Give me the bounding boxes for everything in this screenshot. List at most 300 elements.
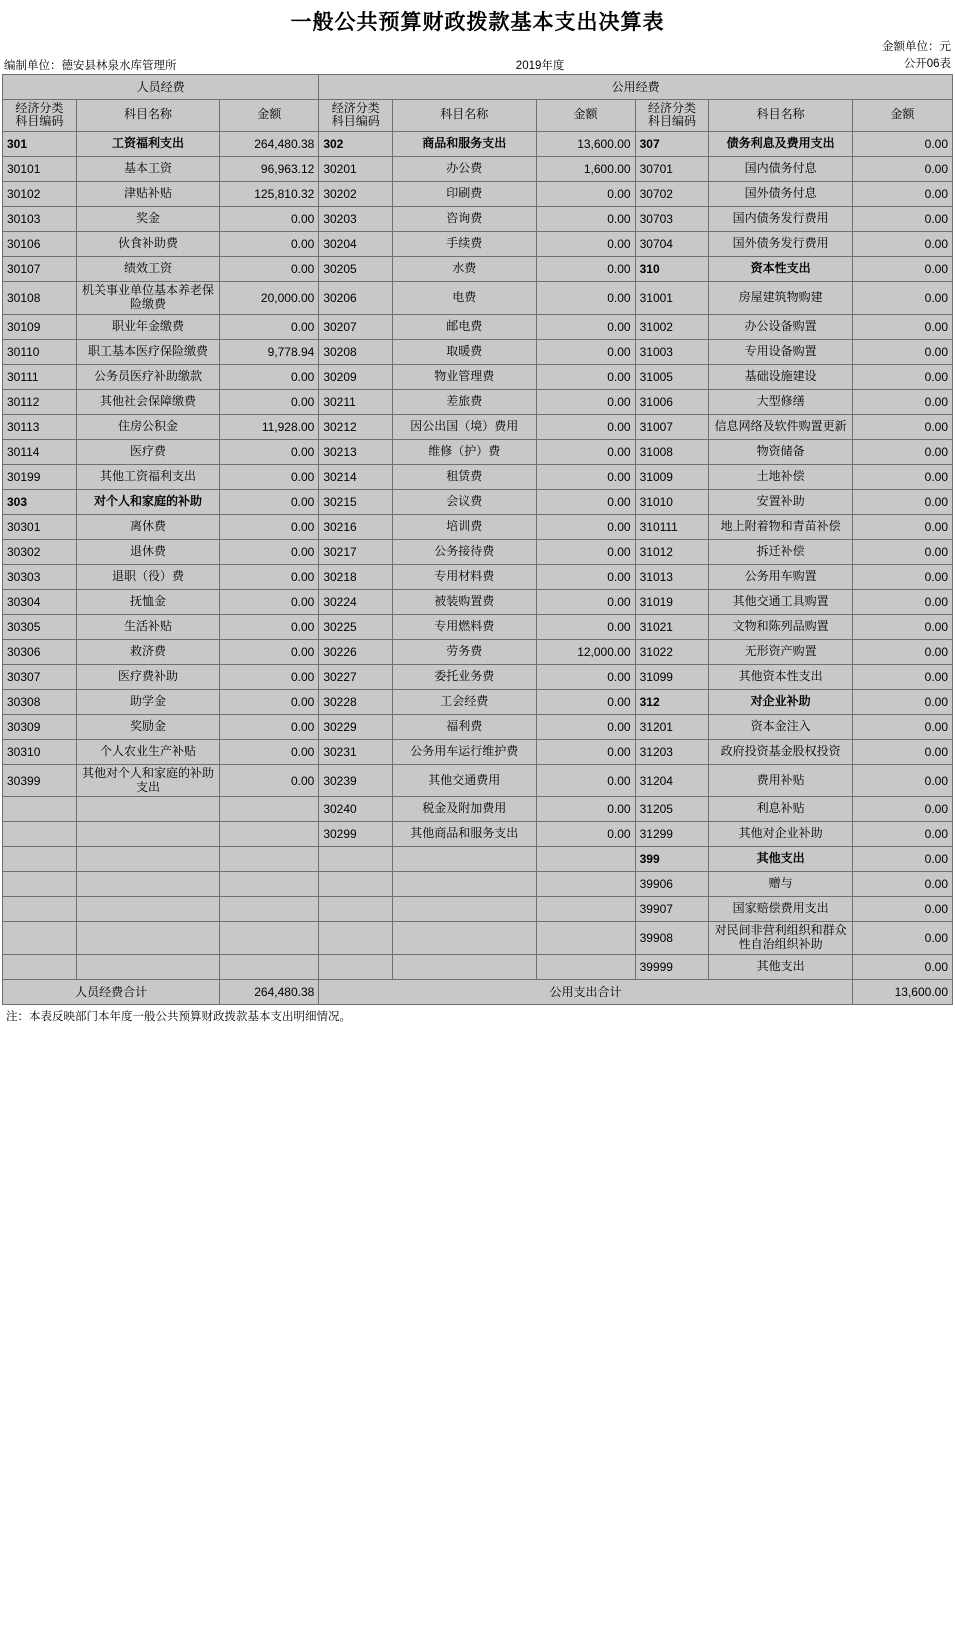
cell-code-public-a: 30218 — [319, 564, 393, 589]
cell-amount-public-a — [536, 847, 635, 872]
cell-code-public-b: 31204 — [635, 764, 709, 797]
cell-amount-public-a: 0.00 — [536, 664, 635, 689]
cell-name-public-a — [393, 872, 536, 897]
cell-code-public-b: 31003 — [635, 339, 709, 364]
cell-name-personnel — [76, 897, 219, 922]
cell-amount-personnel: 11,928.00 — [220, 414, 319, 439]
cell-name-personnel: 机关事业单位基本养老保险缴费 — [76, 282, 219, 315]
cell-code-public-a: 30224 — [319, 589, 393, 614]
cell-code-public-a: 30206 — [319, 282, 393, 315]
cell-amount-public-a: 1,600.00 — [536, 157, 635, 182]
cell-name-personnel — [76, 922, 219, 955]
cell-code-public-a: 30202 — [319, 182, 393, 207]
cell-name-public-a: 办公费 — [393, 157, 536, 182]
cell-code-public-b: 30701 — [635, 157, 709, 182]
cell-name-personnel: 医疗费 — [76, 439, 219, 464]
cell-name-personnel: 工资福利支出 — [76, 132, 219, 157]
cell-code-public-a: 30212 — [319, 414, 393, 439]
cell-amount-personnel: 20,000.00 — [220, 282, 319, 315]
cell-name-public-a: 商品和服务支出 — [393, 132, 536, 157]
cell-name-personnel: 救济费 — [76, 639, 219, 664]
cell-name-public-b: 国内债务发行费用 — [709, 207, 852, 232]
cell-amount-public-a: 0.00 — [536, 797, 635, 822]
header-name-2: 科目名称 — [393, 99, 536, 132]
cell-amount-public-b: 0.00 — [852, 822, 952, 847]
cell-name-public-a — [393, 897, 536, 922]
cell-name-personnel: 退职（役）费 — [76, 564, 219, 589]
cell-name-public-a: 委托业务费 — [393, 664, 536, 689]
table-row — [3, 182, 953, 207]
cell-name-personnel: 个人农业生产补贴 — [76, 739, 219, 764]
cell-amount-personnel: 0.00 — [220, 489, 319, 514]
cell-code-public-a: 30229 — [319, 714, 393, 739]
cell-code-personnel: 30307 — [3, 664, 77, 689]
cell-code-public-a: 30205 — [319, 257, 393, 282]
cell-name-public-b: 赠与 — [709, 872, 852, 897]
cell-amount-public-a: 0.00 — [536, 689, 635, 714]
cell-amount-public-a — [536, 897, 635, 922]
compile-unit-label: 编制单位：德安县林泉水库管理所 — [4, 59, 177, 72]
cell-code-public-b: 31012 — [635, 539, 709, 564]
cell-amount-public-b: 0.00 — [852, 714, 952, 739]
cell-name-public-a: 租赁费 — [393, 464, 536, 489]
column-header-row — [3, 99, 953, 132]
cell-name-public-a: 水费 — [393, 257, 536, 282]
cell-amount-public-a: 0.00 — [536, 182, 635, 207]
cell-amount-public-b: 0.00 — [852, 589, 952, 614]
cell-code-personnel: 30114 — [3, 439, 77, 464]
public-total-label: 公用支出合计 — [319, 979, 852, 1004]
cell-name-public-a: 税金及附加费用 — [393, 797, 536, 822]
cell-name-personnel: 奖励金 — [76, 714, 219, 739]
cell-code-public-b: 31007 — [635, 414, 709, 439]
table-row — [3, 489, 953, 514]
cell-amount-personnel: 0.00 — [220, 764, 319, 797]
cell-amount-public-b: 0.00 — [852, 389, 952, 414]
cell-amount-public-a: 0.00 — [536, 539, 635, 564]
cell-name-public-a: 工会经费 — [393, 689, 536, 714]
cell-code-public-a: 30214 — [319, 464, 393, 489]
table-body — [3, 132, 953, 980]
cell-amount-public-a: 0.00 — [536, 439, 635, 464]
cell-amount-public-b: 0.00 — [852, 639, 952, 664]
table-row — [3, 689, 953, 714]
cell-amount-personnel: 0.00 — [220, 664, 319, 689]
meta-row-main — [0, 57, 955, 74]
cell-name-personnel: 其他工资福利支出 — [76, 464, 219, 489]
cell-code-public-b: 31099 — [635, 664, 709, 689]
table-row — [3, 954, 953, 979]
cell-code-personnel: 30110 — [3, 339, 77, 364]
cell-name-public-a: 福利费 — [393, 714, 536, 739]
cell-amount-public-a: 0.00 — [536, 257, 635, 282]
cell-amount-public-b: 0.00 — [852, 132, 952, 157]
cell-name-public-b: 国外债务发行费用 — [709, 232, 852, 257]
table-row — [3, 872, 953, 897]
cell-amount-personnel: 0.00 — [220, 739, 319, 764]
cell-name-public-b: 其他交通工具购置 — [709, 589, 852, 614]
cell-amount-personnel: 0.00 — [220, 207, 319, 232]
table-row — [3, 564, 953, 589]
cell-code-public-a: 30209 — [319, 364, 393, 389]
cell-code-personnel: 30309 — [3, 714, 77, 739]
cell-name-public-a: 咨询费 — [393, 207, 536, 232]
cell-amount-personnel: 264,480.38 — [220, 132, 319, 157]
table-row — [3, 514, 953, 539]
table-row — [3, 282, 953, 315]
table-row — [3, 922, 953, 955]
cell-amount-public-a — [536, 922, 635, 955]
cell-name-personnel — [76, 822, 219, 847]
personnel-total-value: 264,480.38 — [220, 979, 319, 1004]
cell-code-personnel: 30310 — [3, 739, 77, 764]
cell-amount-personnel: 0.00 — [220, 389, 319, 414]
cell-amount-public-b: 0.00 — [852, 739, 952, 764]
cell-code-public-b: 31010 — [635, 489, 709, 514]
table-row — [3, 464, 953, 489]
cell-code-personnel: 30302 — [3, 539, 77, 564]
cell-amount-public-b: 0.00 — [852, 564, 952, 589]
cell-amount-public-a: 0.00 — [536, 739, 635, 764]
table-row — [3, 797, 953, 822]
cell-code-personnel: 30109 — [3, 314, 77, 339]
cell-name-public-b: 资本性支出 — [709, 257, 852, 282]
cell-amount-public-b: 0.00 — [852, 414, 952, 439]
cell-amount-public-b: 0.00 — [852, 539, 952, 564]
cell-code-personnel — [3, 922, 77, 955]
cell-name-public-b: 其他支出 — [709, 847, 852, 872]
cell-code-public-a: 30225 — [319, 614, 393, 639]
header-code-line2: 科目编码 — [331, 114, 380, 129]
cell-name-public-a: 劳务费 — [393, 639, 536, 664]
cell-amount-public-b: 0.00 — [852, 257, 952, 282]
cell-amount-public-b: 0.00 — [852, 614, 952, 639]
group-header-row — [3, 74, 953, 99]
cell-code-personnel: 303 — [3, 489, 77, 514]
cell-code-personnel: 30103 — [3, 207, 77, 232]
cell-code-public-b: 30704 — [635, 232, 709, 257]
cell-amount-public-a: 0.00 — [536, 514, 635, 539]
cell-code-personnel — [3, 954, 77, 979]
cell-code-personnel: 30108 — [3, 282, 77, 315]
cell-name-public-b: 对民间非营利组织和群众性自治组织补助 — [709, 922, 852, 955]
table-row — [3, 364, 953, 389]
cell-code-public-a — [319, 922, 393, 955]
cell-amount-public-b: 0.00 — [852, 664, 952, 689]
cell-code-public-b: 31002 — [635, 314, 709, 339]
cell-code-public-a: 30216 — [319, 514, 393, 539]
cell-amount-personnel: 0.00 — [220, 614, 319, 639]
cell-name-public-a: 电费 — [393, 282, 536, 315]
table-row — [3, 614, 953, 639]
cell-amount-public-a — [536, 872, 635, 897]
header-code-line1: 经济分类 — [331, 100, 380, 115]
cell-amount-public-a: 0.00 — [536, 764, 635, 797]
cell-code-public-b: 399 — [635, 847, 709, 872]
cell-name-public-b: 利息补贴 — [709, 797, 852, 822]
cell-amount-public-b: 0.00 — [852, 182, 952, 207]
cell-name-personnel: 基本工资 — [76, 157, 219, 182]
cell-name-personnel: 生活补贴 — [76, 614, 219, 639]
group-personnel: 人员经费 — [3, 74, 319, 99]
cell-code-public-b: 31001 — [635, 282, 709, 315]
cell-name-personnel: 职工基本医疗保险缴费 — [76, 339, 219, 364]
cell-name-personnel: 退休费 — [76, 539, 219, 564]
page-title: 一般公共预算财政拨款基本支出决算表 — [290, 10, 665, 34]
group-public: 公用经费 — [319, 74, 953, 99]
cell-name-public-b: 物资储备 — [709, 439, 852, 464]
table-row — [3, 739, 953, 764]
header-code-line1: 经济分类 — [647, 100, 696, 115]
cell-code-public-b: 31019 — [635, 589, 709, 614]
cell-amount-public-b: 0.00 — [852, 439, 952, 464]
cell-amount-public-a: 0.00 — [536, 614, 635, 639]
cell-amount-public-b: 0.00 — [852, 897, 952, 922]
cell-name-public-b: 土地补偿 — [709, 464, 852, 489]
cell-amount-personnel: 0.00 — [220, 539, 319, 564]
table-row — [3, 664, 953, 689]
cell-code-personnel: 30199 — [3, 464, 77, 489]
cell-amount-public-a: 0.00 — [536, 364, 635, 389]
cell-code-public-a — [319, 872, 393, 897]
header-code-line2: 科目编码 — [15, 114, 64, 129]
table-row — [3, 232, 953, 257]
cell-code-public-b: 31201 — [635, 714, 709, 739]
cell-code-personnel: 301 — [3, 132, 77, 157]
cell-code-public-a: 30201 — [319, 157, 393, 182]
table-row — [3, 414, 953, 439]
cell-code-personnel: 30112 — [3, 389, 77, 414]
cell-name-public-a: 取暖费 — [393, 339, 536, 364]
cell-name-personnel: 绩效工资 — [76, 257, 219, 282]
table-row — [3, 897, 953, 922]
cell-name-public-a — [393, 922, 536, 955]
cell-name-public-a — [393, 954, 536, 979]
cell-code-personnel — [3, 897, 77, 922]
cell-name-public-b: 政府投资基金股权投资 — [709, 739, 852, 764]
cell-name-public-b: 其他资本性支出 — [709, 664, 852, 689]
cell-amount-personnel — [220, 847, 319, 872]
meta-row-top — [0, 40, 955, 57]
cell-name-public-b: 大型修缮 — [709, 389, 852, 414]
cell-code-personnel — [3, 822, 77, 847]
budget-table — [2, 74, 953, 1005]
cell-amount-public-a: 13,600.00 — [536, 132, 635, 157]
cell-code-public-b: 39908 — [635, 922, 709, 955]
cell-code-personnel — [3, 847, 77, 872]
cell-code-public-b: 30703 — [635, 207, 709, 232]
cell-name-public-b: 基础设施建设 — [709, 364, 852, 389]
cell-amount-personnel: 0.00 — [220, 689, 319, 714]
cell-code-public-a: 30207 — [319, 314, 393, 339]
cell-name-public-a: 维修（护）费 — [393, 439, 536, 464]
cell-amount-public-a: 0.00 — [536, 207, 635, 232]
cell-amount-public-a — [536, 954, 635, 979]
cell-name-personnel: 公务员医疗补助缴款 — [76, 364, 219, 389]
cell-name-personnel: 离休费 — [76, 514, 219, 539]
public-total-value: 13,600.00 — [852, 979, 952, 1004]
cell-amount-personnel: 0.00 — [220, 514, 319, 539]
cell-amount-public-b: 0.00 — [852, 364, 952, 389]
header-code-2 — [319, 99, 393, 132]
cell-amount-public-a: 0.00 — [536, 339, 635, 364]
cell-amount-personnel: 125,810.32 — [220, 182, 319, 207]
cell-amount-public-a: 0.00 — [536, 389, 635, 414]
cell-code-public-b: 31021 — [635, 614, 709, 639]
cell-amount-personnel: 0.00 — [220, 257, 319, 282]
cell-name-public-a: 差旅费 — [393, 389, 536, 414]
cell-code-public-a: 302 — [319, 132, 393, 157]
cell-name-public-b: 资本金注入 — [709, 714, 852, 739]
cell-code-public-b: 39907 — [635, 897, 709, 922]
cell-code-public-b: 39999 — [635, 954, 709, 979]
cell-name-public-b: 费用补贴 — [709, 764, 852, 797]
cell-code-public-b: 30702 — [635, 182, 709, 207]
cell-code-public-b: 310 — [635, 257, 709, 282]
cell-name-public-b: 债务利息及费用支出 — [709, 132, 852, 157]
table-row — [3, 714, 953, 739]
header-code-line1: 经济分类 — [15, 100, 64, 115]
cell-code-public-b: 307 — [635, 132, 709, 157]
table-row — [3, 339, 953, 364]
cell-name-public-a — [393, 847, 536, 872]
cell-code-public-b: 31006 — [635, 389, 709, 414]
cell-code-public-b: 39906 — [635, 872, 709, 897]
table-row — [3, 589, 953, 614]
cell-name-personnel — [76, 797, 219, 822]
cell-amount-public-a: 0.00 — [536, 564, 635, 589]
cell-amount-public-b: 0.00 — [852, 314, 952, 339]
cell-amount-public-b: 0.00 — [852, 207, 952, 232]
cell-name-personnel: 抚恤金 — [76, 589, 219, 614]
cell-amount-public-b: 0.00 — [852, 489, 952, 514]
cell-name-public-a: 手续费 — [393, 232, 536, 257]
fiscal-year: 2019年度 — [515, 59, 565, 72]
cell-name-public-b: 其他支出 — [709, 954, 852, 979]
cell-amount-personnel: 0.00 — [220, 464, 319, 489]
cell-name-public-b: 国家赔偿费用支出 — [709, 897, 852, 922]
cell-code-public-a: 30231 — [319, 739, 393, 764]
cell-amount-personnel: 0.00 — [220, 314, 319, 339]
cell-amount-public-b: 0.00 — [852, 514, 952, 539]
table-row — [3, 314, 953, 339]
table-row — [3, 639, 953, 664]
cell-name-public-b: 安置补助 — [709, 489, 852, 514]
header-amount-3: 金额 — [852, 99, 952, 132]
totals-row — [3, 979, 953, 1004]
cell-name-personnel: 其他社会保障缴费 — [76, 389, 219, 414]
cell-name-personnel: 津贴补贴 — [76, 182, 219, 207]
cell-code-public-a: 30203 — [319, 207, 393, 232]
cell-code-personnel — [3, 797, 77, 822]
cell-name-public-a: 培训费 — [393, 514, 536, 539]
cell-name-personnel: 对个人和家庭的补助 — [76, 489, 219, 514]
cell-amount-public-a: 0.00 — [536, 414, 635, 439]
form-number: 公开06表 — [903, 58, 951, 70]
cell-code-public-b: 31203 — [635, 739, 709, 764]
cell-amount-public-b: 0.00 — [852, 157, 952, 182]
cell-amount-public-b: 0.00 — [852, 464, 952, 489]
cell-code-public-a: 30239 — [319, 764, 393, 797]
cell-code-personnel: 30399 — [3, 764, 77, 797]
cell-code-public-b: 310111 — [635, 514, 709, 539]
cell-name-public-b: 地上附着物和青苗补偿 — [709, 514, 852, 539]
cell-name-public-b: 专用设备购置 — [709, 339, 852, 364]
cell-name-public-b: 房屋建筑物购建 — [709, 282, 852, 315]
table-row — [3, 847, 953, 872]
cell-name-public-b: 拆迁补偿 — [709, 539, 852, 564]
header-amount-2: 金额 — [536, 99, 635, 132]
cell-amount-public-b: 0.00 — [852, 689, 952, 714]
table-row — [3, 132, 953, 157]
cell-code-public-a: 30299 — [319, 822, 393, 847]
cell-amount-public-b: 0.00 — [852, 797, 952, 822]
cell-name-public-a: 物业管理费 — [393, 364, 536, 389]
personnel-total-label: 人员经费合计 — [3, 979, 220, 1004]
cell-name-public-a: 邮电费 — [393, 314, 536, 339]
cell-name-public-a: 公务用车运行维护费 — [393, 739, 536, 764]
cell-name-personnel: 住房公积金 — [76, 414, 219, 439]
table-row — [3, 439, 953, 464]
table-row — [3, 389, 953, 414]
cell-amount-public-b: 0.00 — [852, 339, 952, 364]
header-code-3 — [635, 99, 709, 132]
cell-code-personnel: 30107 — [3, 257, 77, 282]
cell-code-personnel: 30305 — [3, 614, 77, 639]
cell-amount-personnel — [220, 897, 319, 922]
cell-amount-personnel: 96,963.12 — [220, 157, 319, 182]
table-row — [3, 822, 953, 847]
cell-amount-public-a: 0.00 — [536, 822, 635, 847]
table-row — [3, 257, 953, 282]
cell-code-public-a — [319, 954, 393, 979]
table-row — [3, 764, 953, 797]
cell-code-public-a: 30204 — [319, 232, 393, 257]
cell-code-public-b: 312 — [635, 689, 709, 714]
cell-name-public-b: 信息网络及软件购置更新 — [709, 414, 852, 439]
cell-name-public-a: 公务接待费 — [393, 539, 536, 564]
cell-code-personnel: 30301 — [3, 514, 77, 539]
cell-name-personnel — [76, 954, 219, 979]
cell-amount-personnel: 0.00 — [220, 564, 319, 589]
cell-amount-public-a: 0.00 — [536, 714, 635, 739]
cell-name-public-b: 文物和陈列品购置 — [709, 614, 852, 639]
cell-name-public-b: 对企业补助 — [709, 689, 852, 714]
cell-amount-personnel: 0.00 — [220, 714, 319, 739]
cell-amount-personnel — [220, 872, 319, 897]
cell-name-public-b: 其他对企业补助 — [709, 822, 852, 847]
cell-name-personnel: 职业年金缴费 — [76, 314, 219, 339]
cell-amount-public-a: 0.00 — [536, 489, 635, 514]
header-name-1: 科目名称 — [76, 99, 219, 132]
cell-name-public-a: 被装购置费 — [393, 589, 536, 614]
cell-code-public-a: 30226 — [319, 639, 393, 664]
cell-amount-public-a: 0.00 — [536, 464, 635, 489]
cell-amount-public-a: 0.00 — [536, 314, 635, 339]
cell-amount-public-a: 0.00 — [536, 282, 635, 315]
cell-amount-public-b: 0.00 — [852, 872, 952, 897]
cell-name-personnel — [76, 872, 219, 897]
header-amount-1: 金额 — [220, 99, 319, 132]
cell-name-public-b: 国内债务付息 — [709, 157, 852, 182]
cell-amount-public-b: 0.00 — [852, 847, 952, 872]
cell-name-personnel: 助学金 — [76, 689, 219, 714]
cell-code-personnel: 30306 — [3, 639, 77, 664]
cell-code-public-b: 31022 — [635, 639, 709, 664]
table-note: 注：本表反映部门本年度一般公共预算财政拨款基本支出明细情况。 — [6, 1010, 351, 1023]
cell-code-public-a: 30215 — [319, 489, 393, 514]
header-code-1 — [3, 99, 77, 132]
